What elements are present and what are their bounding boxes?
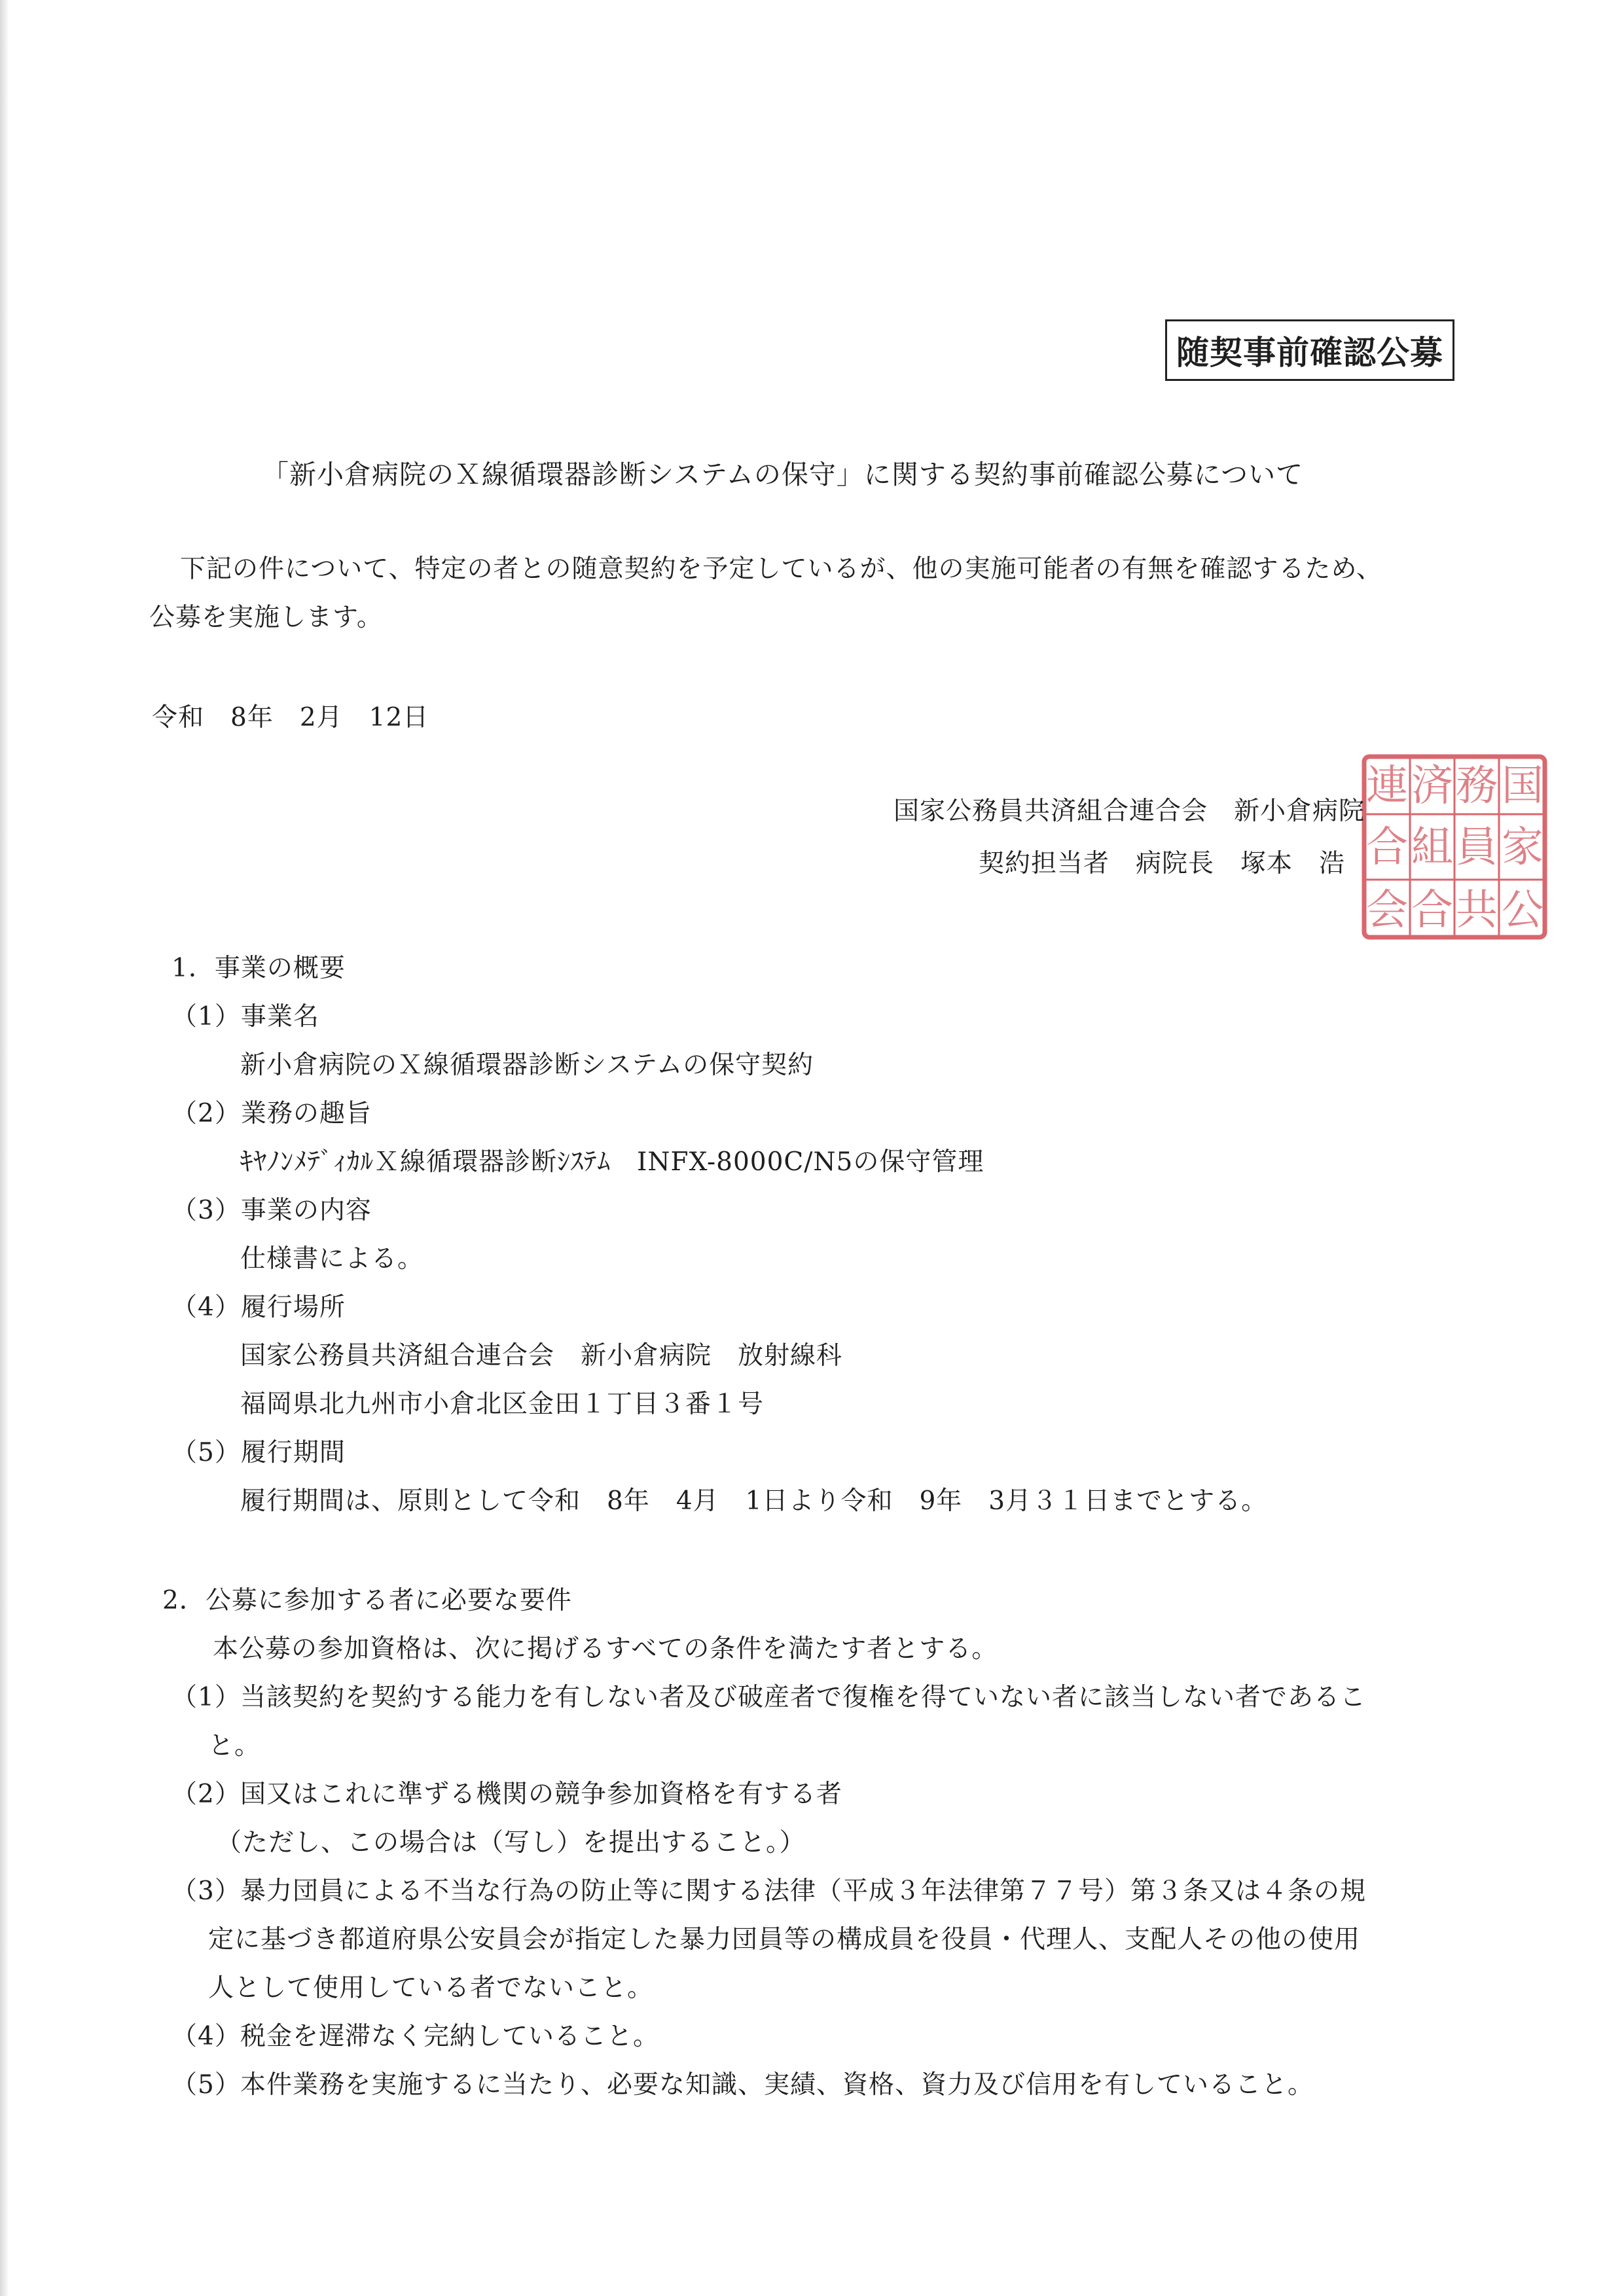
section-1-item-5-text: 履行期間は、原則として令和 8年 4月 1日より令和 9年 3月３１日までとする。	[240, 1486, 1268, 1516]
section-2-item-5-label: （5）	[171, 2070, 241, 2100]
section-2-item-2-label: （2）	[171, 1780, 241, 1809]
section-2-item-1-text-2: と。	[208, 1731, 261, 1761]
section-2-item-2-text-2: （ただし、この場合は（写し）を提出すること。）	[216, 1828, 806, 1857]
section-1-item-1-text: 新小倉病院のＸ線循環器診断システムの保守契約	[240, 1050, 814, 1080]
section-2-intro: 本公募の参加資格は、次に掲げるすべての条件を満たす者とする。	[213, 1634, 998, 1664]
section-2-heading: 2．公募に参加する者に必要な要件	[162, 1586, 572, 1615]
section-1-item-2-label: （2）業務の趣旨	[171, 1099, 372, 1128]
svg-text:務: 務	[1456, 762, 1498, 810]
section-1-heading: 1．事業の概要	[171, 954, 346, 983]
section-1-item-3-label: （3）事業の内容	[171, 1196, 372, 1225]
svg-text:家: 家	[1502, 823, 1543, 872]
svg-text:組: 組	[1411, 823, 1453, 872]
section-2-item-2-text-1: 国又はこれに準ずる機関の競争参加資格を有する者	[240, 1780, 843, 1809]
intro-line-2: 公募を実施します。	[149, 603, 383, 632]
document-title: 「新小倉病院のＸ線循環器診断システムの保守」に関する契約事前確認公募について	[262, 459, 1304, 490]
svg-text:連: 連	[1366, 762, 1408, 810]
section-2-item-4-label: （4）	[171, 2022, 241, 2051]
svg-text:国: 国	[1502, 762, 1543, 810]
svg-text:員: 員	[1456, 823, 1498, 872]
section-2-item-1-label: （1）	[171, 1683, 241, 1712]
section-1-item-4-text-1: 国家公務員共済組合連合会 新小倉病院 放射線科	[240, 1341, 843, 1371]
svg-text:会: 会	[1366, 886, 1408, 935]
issuer-representative: 契約担当者 病院長 塚本 浩	[979, 849, 1346, 878]
section-2-item-5-text: 本件業務を実施するに当たり、必要な知識、実績、資格、資力及び信用を有していること。	[240, 2070, 1314, 2100]
intro-line-1: 下記の件について、特定の者との随意契約を予定しているが、他の実施可能者の有無を確認するため、	[180, 554, 1382, 584]
svg-text:合: 合	[1411, 886, 1453, 935]
section-2-item-3-text-2: 定に基づき都道府県公安員会が指定した暴力団員等の構成員を役員・代理人、支配人その他の使用	[208, 1925, 1361, 1954]
section-1-item-3-text: 仕様書による。	[240, 1244, 424, 1274]
svg-text:公: 公	[1502, 886, 1543, 935]
section-2-item-3-text-1: 暴力団員による不当な行為の防止等に関する法律（平成３年法律第７７号）第３条又は４条の規	[240, 1876, 1367, 1906]
section-1-item-4-text-2: 福岡県北九州市小倉北区金田１丁目３番１号	[240, 1390, 765, 1419]
section-1-item-2-text: ｷﾔﾉﾝﾒﾃﾞｨｶﾙＸ線循環器診断ｼｽﾃﾑ INFX-8000C/N5の保守管理	[240, 1147, 984, 1177]
section-2-item-4-text: 税金を遅滞なく完納していること。	[240, 2022, 660, 2051]
section-1-item-4-label: （4）履行場所	[171, 1293, 346, 1322]
issuer-organization: 国家公務員共済組合連合会 新小倉病院	[893, 797, 1365, 826]
section-2-item-1-text-1: 当該契約を契約する能力を有しない者及び破産者で復権を得ていない者に該当しない者であるこ	[240, 1683, 1367, 1712]
official-seal-icon	[1356, 749, 1553, 945]
section-2-item-3-label: （3）	[171, 1876, 241, 1906]
issue-date: 令和 8年 2月 12日	[152, 703, 429, 732]
section-2-item-3-text-3: 人として使用している者でないこと。	[208, 1973, 654, 2003]
svg-text:共: 共	[1456, 886, 1498, 935]
document-type-label: 随契事前確認公募	[1165, 319, 1454, 381]
section-1-item-1-label: （1）事業名	[171, 1002, 319, 1031]
svg-text:済: 済	[1411, 762, 1453, 810]
section-1-item-5-label: （5）履行期間	[171, 1438, 346, 1467]
svg-text:合: 合	[1366, 823, 1408, 872]
